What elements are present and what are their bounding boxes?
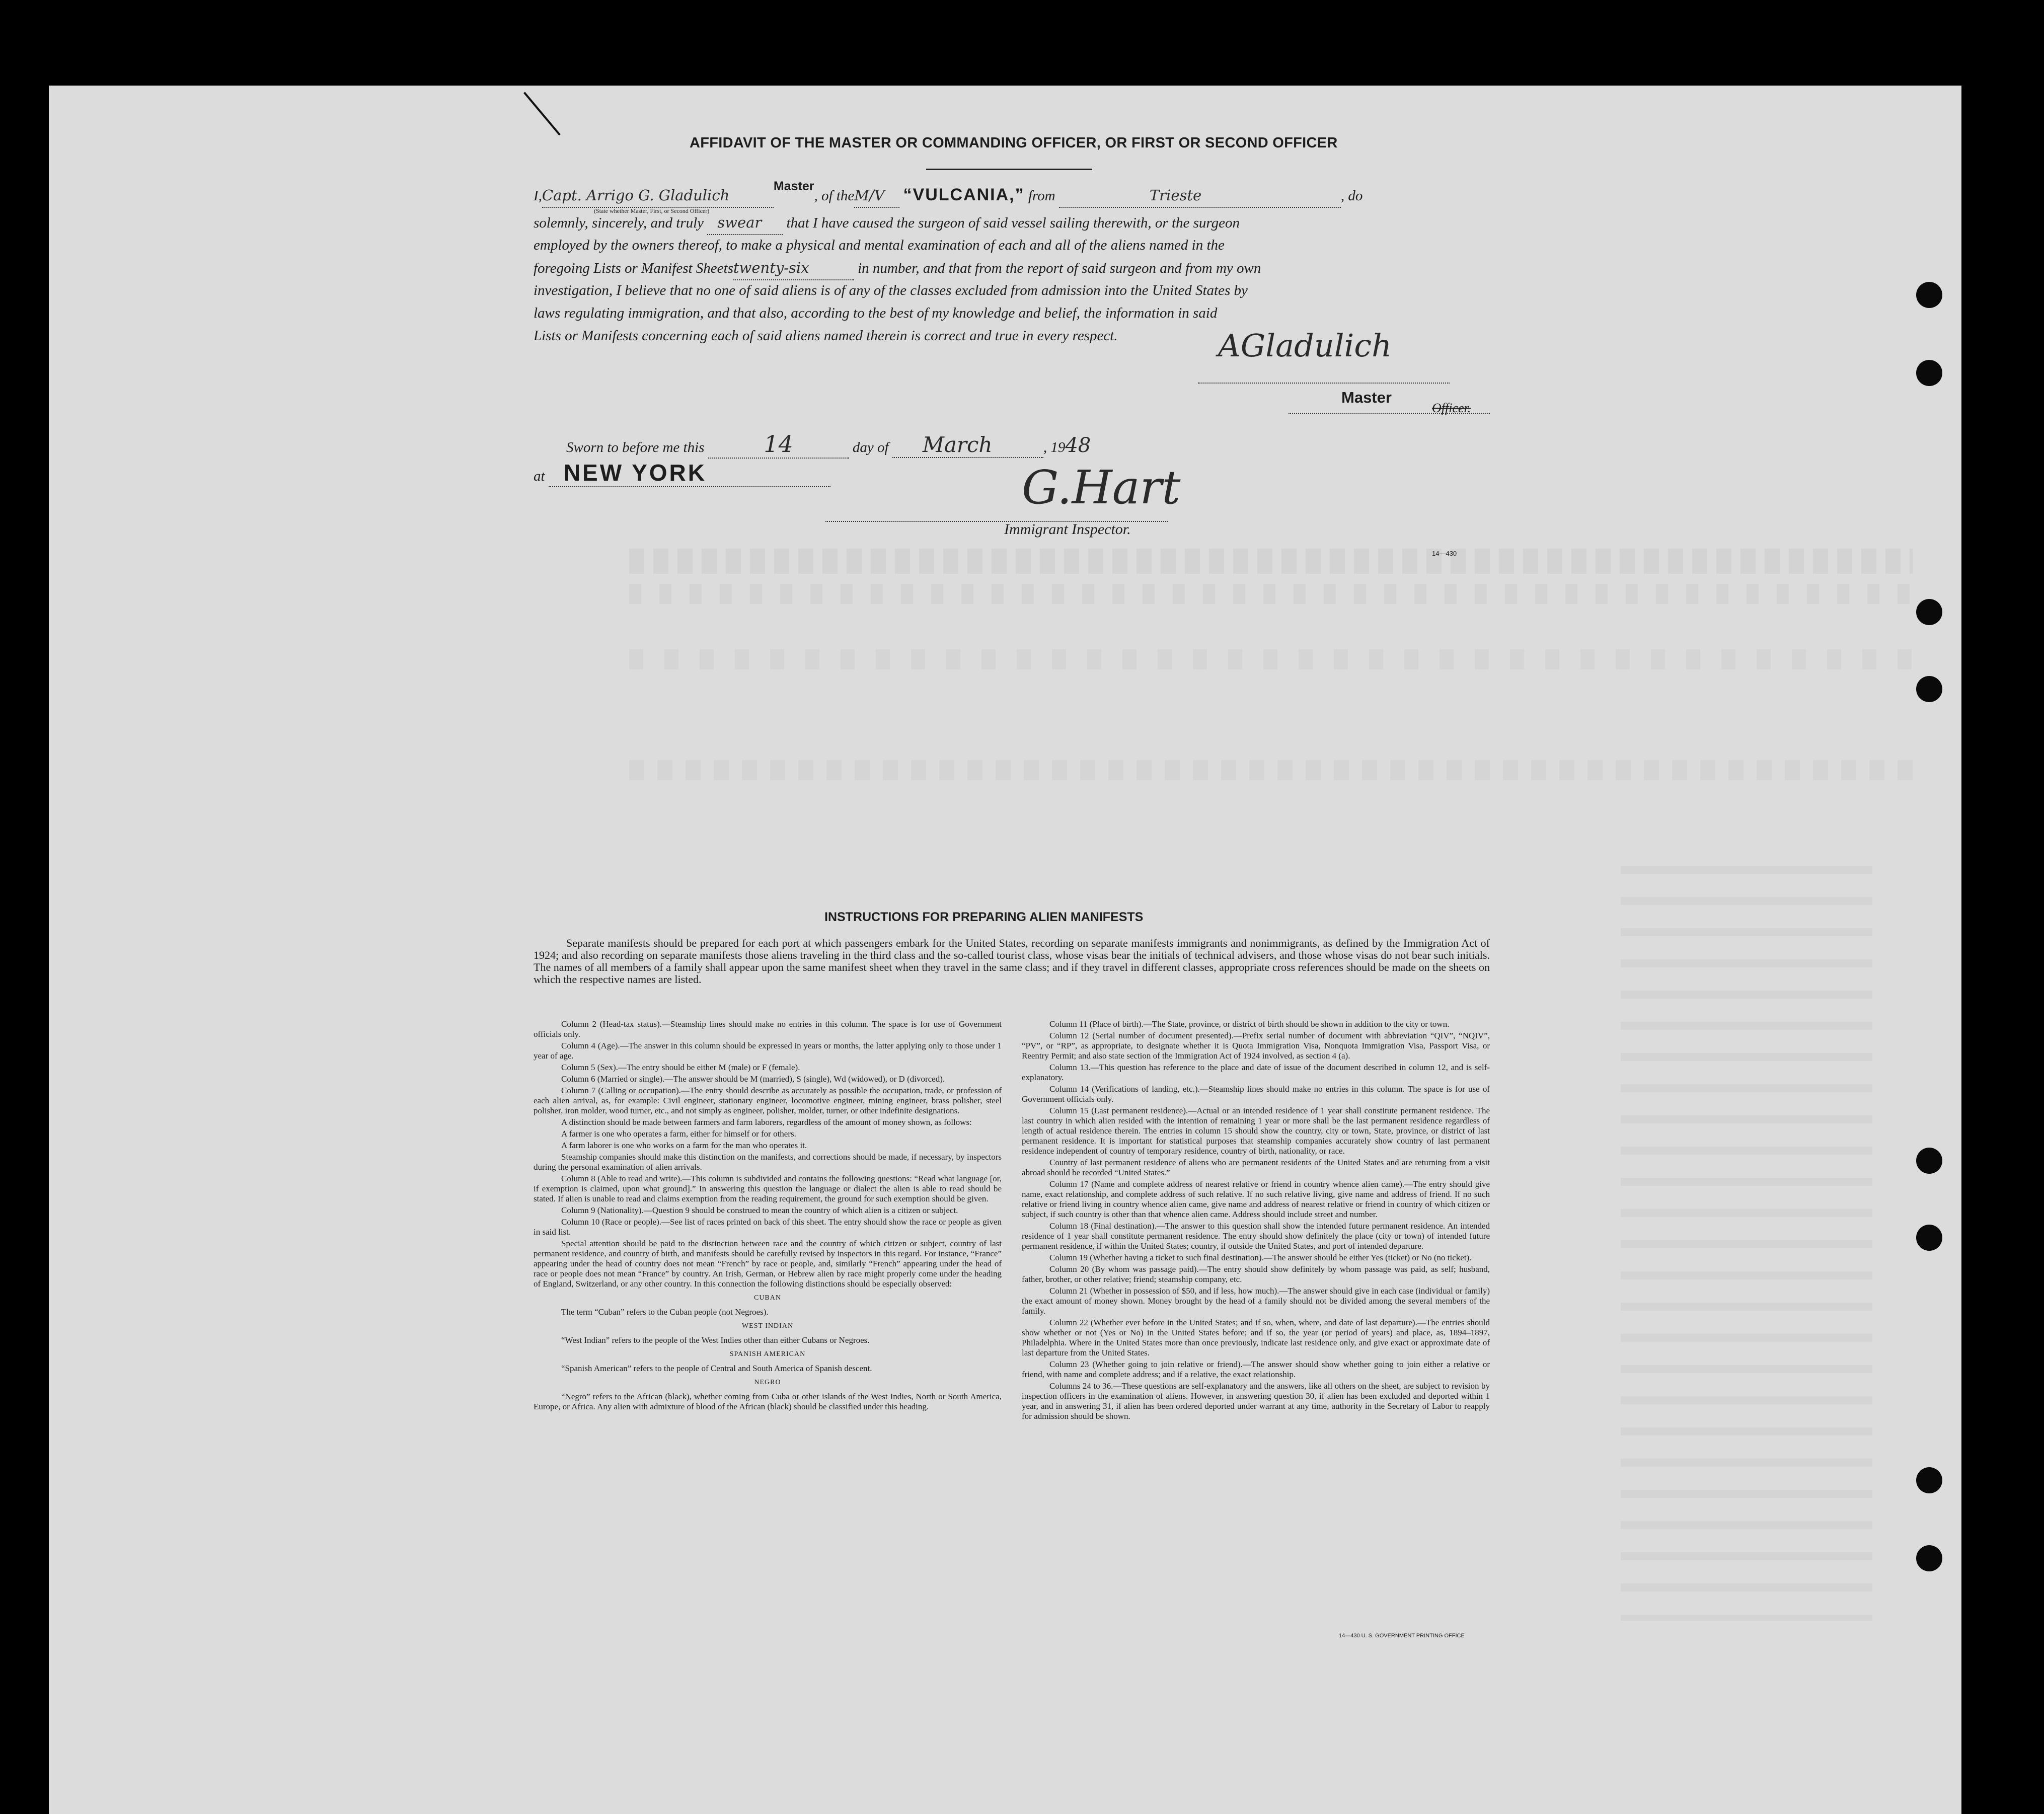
instruction-paragraph: Column 13.—This question has reference to the place and date of issue of the document described in column 12, and is self-explanatory. [1022, 1063, 1490, 1082]
instruction-paragraph: Column 15 (Last permanent residence).—Actual or an intended residence of 1 year shall constitute permanent residence. The last country in which alien resided with the intention of remaining 1 year or more shall be the last permanent residence regardless of length of actual residence therein. The entries in column 15 should show the country, city or town, State, province, or district of last permanent residence. It is important for statistical purposes that steamship companies accurately show country of last permanent residence independent of country of temporary residence, country of birth, nationality, or race. [1022, 1106, 1490, 1156]
vessel-name: “VULCANIA,” [903, 185, 1025, 204]
bleed-through-text [1621, 866, 1872, 1621]
punch-hole [1916, 1545, 1942, 1571]
punch-hole [1916, 599, 1942, 625]
officer-label: Officer. [1432, 401, 1471, 415]
instruction-paragraph: Column 2 (Head-tax status).—Steamship lines should make no entries in this column. The space is for use of Government officials only. [534, 1019, 1002, 1039]
instructions-right-column [1022, 1019, 1490, 1423]
instruction-heading: CUBAN [753, 1294, 781, 1302]
instruction-paragraph: Column 7 (Calling or occupation).—The entry should describe as accurately as possible the occupation, trade, or profession of each alien arrival, as, for example: Civil engineer, stationary engineer, locomotive engineer, mining engineer, brass polisher, steel polisher, iron molder, wood turner, etc., and not simply as engineer, polisher, molder, turner, or other indefinite designations. [534, 1086, 1002, 1115]
instruction-paragraph: Column 4 (Age).—The answer in this column should be expressed in years or months, the latter applying only to those under 1 year of age. [534, 1041, 1002, 1061]
master-signature: AGladulich [1218, 327, 1392, 364]
place: NEW YORK [563, 460, 707, 486]
instructions-intro: Separate manifests should be prepared for each port at which passengers embark for the United States, recording on separate manifests immigrants and nonimmigrants, as defined by the Immigration Act of 1924; and also recording on separate manifests those aliens traveling in the third class and the so-called tourist class, whose visas bear the initials of technical advisers, and those whose visas do not bear such initials. The names of all members of a family shall appear upon the same manifest sheet when they travel in the same class; and if they travel in different classes, appropriate cross references should be made on the sheets on which the respective names are listed. [534, 937, 1490, 986]
from-label: from [1028, 188, 1055, 204]
affidavit-line-3: employed by the owners thereof, to make a physical and mental examination of each and all of the aliens named in the [534, 237, 1225, 253]
punch-hole [1916, 1148, 1942, 1174]
bleed-through-text [629, 584, 1913, 604]
instruction-paragraph: Column 22 (Whether ever before in the United States; and if so, when, where, and date of last departure).—The entries should show whether or not (Yes or No) in the United States before; and if so, the year (or period of years) and place, as, 1894–1897, Philadelphia. Where in the United States more than once previously, indicate last residence only, and give exact or approximate date of last departure from the United States. [1022, 1318, 1490, 1357]
instruction-paragraph: The term “Cuban” refers to the Cuban people (not Negroes). [561, 1307, 769, 1317]
title-rule [926, 169, 1092, 170]
bleed-through-text [629, 649, 1913, 669]
footer-form-number: 14—430 U. S. GOVERNMENT PRINTING OFFICE [1339, 1633, 1465, 1639]
instruction-paragraph: Column 10 (Race or people).—See list of races printed on back of this sheet. The entry should show the race or people as given in said list. [534, 1217, 1002, 1237]
instruction-paragraph: Column 5 (Sex).—The entry should be either M (male) or F (female). [561, 1063, 800, 1072]
instruction-paragraph: A farm laborer is one who works on a farm for the man who operates it. [561, 1141, 807, 1150]
affidavit-line-7: Lists or Manifests concerning each of said aliens named therein is correct and true in every respect. [534, 328, 1118, 344]
line2-text-a: solemnly, sincerely, and truly [534, 215, 704, 231]
punch-hole [1916, 676, 1942, 702]
affidavit-line-4 [534, 257, 1490, 280]
year-suffix: 48 [1065, 434, 1091, 457]
instruction-paragraph: Column 14 (Verifications of landing, etc.).—Steamship lines should make no entries in this column. The space is for use of Government officials only. [1022, 1084, 1490, 1104]
instruction-paragraph: “Spanish American” refers to the people of Central and South America of Spanish descent. [561, 1364, 872, 1373]
instruction-heading: WEST INDIAN [741, 1322, 794, 1330]
instruction-paragraph: Column 8 (Able to read and write).—This column is subdivided and contains the following questions: “Read what language [or, if exemption is claimed, upon what ground].” In answering this question the language or dialect the alien is able to read should be stated. If alien is unable to read and claims exemption from the reading requirement, the ground for such exemption should be given. [534, 1174, 1002, 1203]
instruction-paragraph: Steamship companies should make this distinction on the manifests, and corrections should be made, if necessary, by inspectors during the personal examination of alien arrivals. [534, 1152, 1002, 1172]
line1-prefix: I, [534, 188, 542, 204]
instruction-paragraph: Column 23 (Whether going to join relative or friend).—The answer should show whether going to join either a relative or friend, with name and complete address; and if a relative, the exact relationship. [1022, 1359, 1490, 1379]
sworn-day: 14 [708, 430, 849, 459]
inspector-label: Immigrant Inspector. [1004, 521, 1131, 538]
affidavit-line-2 [534, 211, 1490, 235]
rank: Master [773, 179, 814, 193]
instruction-paragraph: Country of last permanent residence of aliens who are permanent residents of the United States and are returning from a visit abroad should be recorded “United States.” [1022, 1158, 1490, 1177]
punch-hole [1916, 1225, 1942, 1251]
bleed-through-text [629, 549, 1913, 574]
do-text: , do [1340, 188, 1363, 204]
master-label: Master [1341, 389, 1392, 406]
instruction-paragraph: Column 21 (Whether in possession of $50, and if less, how much).—The answer should give in each case (individual or family) the exact amount of money shown. Money brought by the head of a family should not be divided among the several members of the family. [1022, 1286, 1490, 1316]
sworn-line [566, 430, 1091, 459]
sheet-count: twenty-six [733, 257, 854, 280]
form-number: 14—430 [1432, 550, 1457, 557]
instruction-paragraph: A distinction should be made between farmers and farm laborers, regardless of the amount of money shown, as follows: [561, 1117, 972, 1127]
line2-text-b: that I have caused the surgeon of said vessel sailing therewith, or the surgeon [786, 215, 1240, 231]
affidavit-title: AFFIDAVIT OF THE MASTER OR COMMANDING OFFICER, OR FIRST OR SECOND OFFICER [690, 135, 1338, 151]
year-prefix: , 19 [1043, 439, 1066, 456]
instruction-paragraph: Column 19 (Whether having a ticket to such final destination).—The answer should be either Yes (ticket) or No (no ticket). [1049, 1253, 1472, 1262]
line4-text-b: in number, and that from the report of said surgeon and from my own [858, 260, 1261, 276]
affidavit-line-5: investigation, I believe that no one of said aliens is of any of the classes excluded from admission into the United States by [534, 282, 1248, 298]
place-line [534, 459, 830, 487]
of-the: , of the [814, 188, 855, 204]
sworn-month: March [892, 432, 1043, 458]
instruction-paragraph: Column 6 (Married or single).—The answer should be M (married), S (single), Wd (widowed), or D (divorced). [561, 1074, 945, 1084]
punch-hole [1916, 360, 1942, 386]
place-field [549, 459, 830, 487]
instruction-paragraph: Column 18 (Final destination).—The answer to this question shall show the intended future permanent residence. An intended residence of 1 year shall constitute permanent residence. The entry should show definitely the place (city or town) of intended future permanent residence, if within the United States; country, if outside the United States, and port of intended departure. [1022, 1221, 1490, 1251]
instruction-heading: SPANISH AMERICAN [729, 1350, 806, 1358]
signature-line [1198, 383, 1450, 384]
instruction-paragraph: “Negro” refers to the African (black), whether coming from Cuba or other islands of the West Indies, North or South America, Europe, or Africa. Any alien with admixture of blood of the African (black) should be classified under this heading. [534, 1392, 1002, 1411]
instruction-paragraph: Special attention should be paid to the distinction between race and the country of which citizen or subject, country of last permanent residence, and country of birth, and manifests should be carefully revised by inspectors in this regard. For instance, “France” appearing under the head of country does not mean “French” by race or people, and, similarly “French” appearing under the head of race or people does not mean “France” by country. An Irish, German, or Hebrew alien by race might properly come under the heading of England, Switzerland, or any other country. In this connection the following distinctions should be especially observed: [534, 1239, 1002, 1289]
instruction-paragraph: A farmer is one who operates a farm, either for himself or for others. [561, 1129, 796, 1139]
officer-name: Capt. Arrigo G. Gladulich [542, 184, 774, 208]
instruction-paragraph: Column 20 (By whom was passage paid).—The entry should show definitely by whom passage was paid, as self; husband, father, brother, or other relative; friend; steamship company, etc. [1022, 1264, 1490, 1284]
instructions-title: INSTRUCTIONS FOR PREPARING ALIEN MANIFESTS [824, 910, 1144, 924]
instruction-paragraph: Column 12 (Serial number of document presented).—Prefix serial number of document with abbreviation “QIV”, “NQIV”, “PV”, or “RP”, as appropriate, to designate whether it is Quota Immigration Visa, Nonquota Immigration Visa, Passport Visa, or Reentry Permit; and also state section of the Immigration Act of 1924 involved, as section 4 (a). [1022, 1031, 1490, 1061]
instructions-left-column [534, 1019, 1002, 1413]
at-label: at [534, 468, 545, 484]
vessel-type: M/V [854, 184, 899, 208]
instruction-paragraph: Column 11 (Place of birth).—The State, province, or district of birth should be shown in addition to the city or town. [1049, 1019, 1450, 1029]
affidavit-line-6: laws regulating immigration, and that also, according to the best of my knowledge and belief, the information in said [534, 305, 1218, 321]
punch-hole [1916, 1467, 1942, 1493]
inspector-signature: G.Hart [1022, 461, 1181, 514]
port-of-departure: Trieste [1059, 184, 1341, 208]
instruction-paragraph: Column 9 (Nationality).—Question 9 should be construed to mean the country of which alien is a citizen or subject. [561, 1205, 958, 1215]
instruction-heading: NEGRO [754, 1379, 781, 1386]
day-of: day of [852, 439, 889, 456]
line4-text-a: foregoing Lists or Manifest Sheets [534, 260, 733, 276]
sworn-prefix: Sworn to before me this [566, 439, 705, 456]
affidavit-line-1 [534, 179, 1490, 208]
punch-hole [1916, 282, 1942, 308]
instruction-paragraph: Columns 24 to 36.—These questions are self-explanatory and the answers, like all others on the sheet, are subject to revision by inspection officers in the examination of aliens. However, in answering question 30, if alien has been excluded and deported within 1 year, and in answering 31, if alien has been ordered deported under warrant at any time, authority in the Secretary of Labor to reapply for admission should be shown. [1022, 1381, 1490, 1421]
instruction-paragraph: “West Indian” refers to the people of the West Indies other than either Cubans or Negroes. [561, 1335, 870, 1345]
rank-hint: (State whether Master, First, or Second Officer) [594, 207, 710, 214]
bleed-through-text [629, 760, 1913, 780]
oath-type: swear [707, 211, 783, 235]
instruction-paragraph: Column 17 (Name and complete address of nearest relative or friend in country whence alien came).—The entry should give name, exact relationship, and complete address of such relative. If no such relative living, give name and address of friend. If no such relative or friend living in country whence alien came, give name and address of nearest relative or friend in country of which citizen or subject, if such country is other than that whence alien came. Address should include street and number. [1022, 1179, 1490, 1219]
